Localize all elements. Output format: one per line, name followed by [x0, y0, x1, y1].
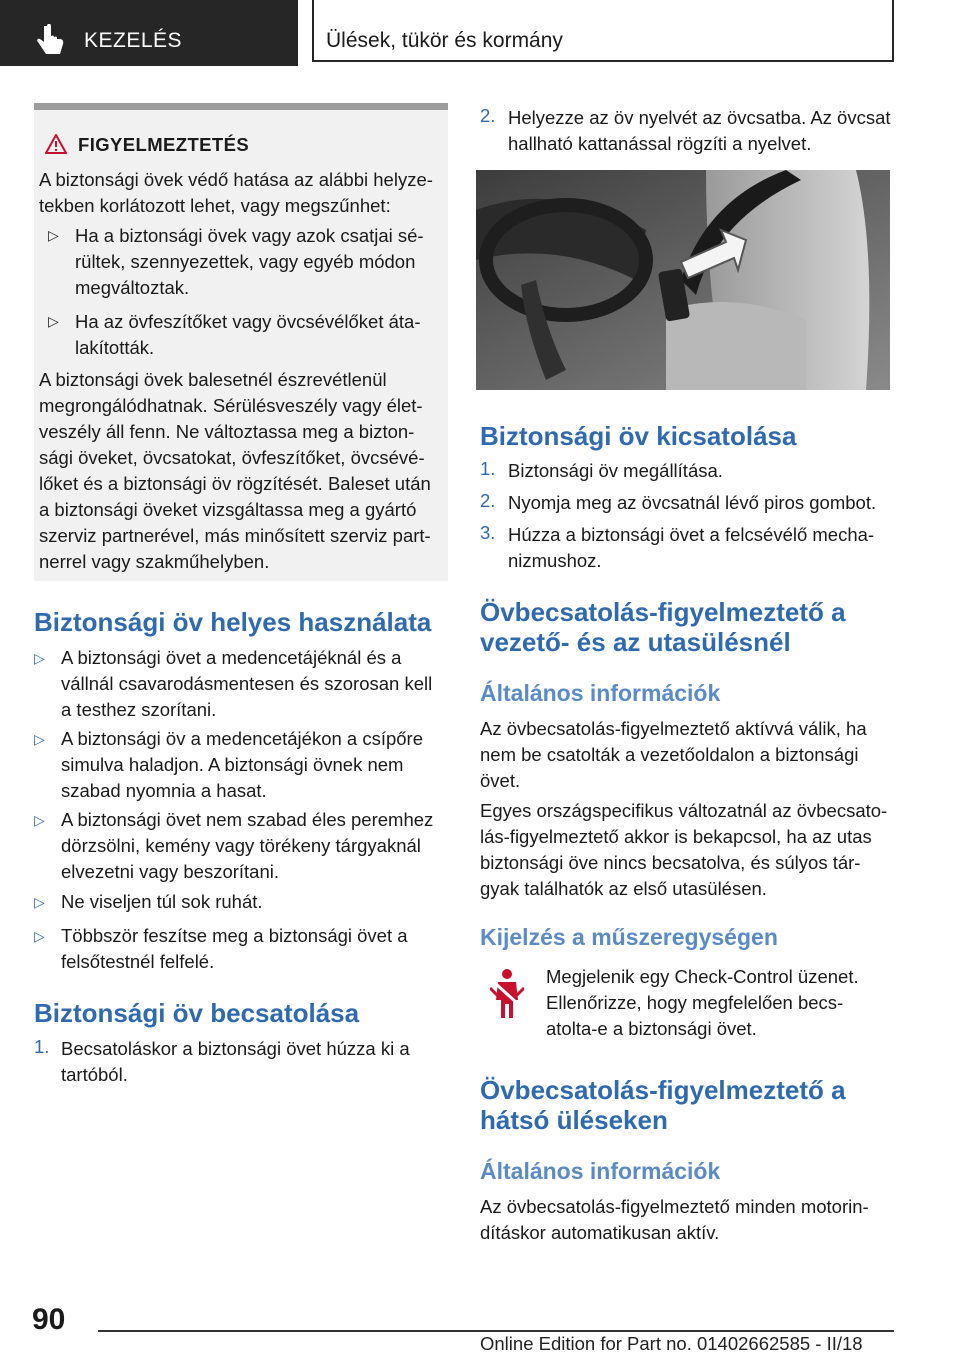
fasten-step-2-line-1: Helyezze az öv nyelvét az övcsatba. Az övcsat [508, 107, 891, 128]
unfasten-step-1: Biztonsági öv megállítása. [508, 460, 723, 481]
rear-reminder-line-1: Az övbecsatolás-figyelmeztető minden motorin- [480, 1196, 869, 1217]
usage-item-2-line-1: A biztonsági öv a medencetájékon a csípőre [61, 728, 424, 749]
front-reminder-p1-line-3: övet. [480, 770, 521, 791]
warning-outro-2: megrongálódhatnak. Sérülésveszély vagy élet- [39, 395, 423, 416]
display-line-1: Megjelenik egy Check-Control üzenet. [546, 966, 859, 987]
warning-item-1-line-1: Ha a biztonsági övek vagy azok csatjai sé- [75, 225, 424, 246]
fasten-step-1-line-1: Becsatoláskor a biztonsági övet húzza ki a [61, 1038, 410, 1059]
warning-intro-2: tekben korlátozott lehet, vagy megszűnhet: [39, 195, 391, 216]
warning-triangle-icon [45, 134, 67, 154]
usage-heading: Biztonsági öv helyes használata [34, 607, 432, 637]
triangle-bullet-icon: ▷ [48, 227, 59, 243]
fasten-heading: Biztonsági öv becsatolása [34, 998, 360, 1028]
seatbelt-buckle-photo [476, 170, 890, 390]
step-number: 1. [34, 1036, 50, 1057]
warning-outro-5: lőket és a biztonsági öv rögzítését. Baleset után [39, 473, 431, 494]
triangle-bullet-icon: ▷ [34, 731, 45, 747]
warning-item-2-line-2: lakították. [75, 337, 155, 358]
warning-outro-8: nerrel vagy szakműhelyben. [39, 551, 270, 572]
chapter-title: Ülések, tükör és kormány [326, 29, 563, 52]
warning-outro-6: a biztonsági öveket vizsgáltassa meg a gyártó [39, 499, 417, 520]
hand-pointer-icon [36, 24, 66, 58]
unfasten-step-2: Nyomja meg az övcsatnál lévő piros gombot. [508, 492, 877, 513]
unfasten-heading: Biztonsági öv kicsatolása [480, 421, 797, 451]
display-subheading: Kijelzés a műszeregységen [480, 924, 778, 950]
seatbelt-warning-icon [490, 968, 524, 1020]
warning-box [34, 103, 448, 581]
front-reminder-p2-line-2: lás-figyelmeztető akkor is bekapcsol, ha az utas [480, 826, 872, 847]
fasten-step-2-line-2: hallható kattanással rögzíti a nyelvet. [508, 133, 812, 154]
usage-item-2-line-2: simulva haladjon. A biztonsági övnek nem [61, 754, 404, 775]
front-reminder-subheading: Általános információk [480, 680, 721, 706]
page-header [0, 0, 960, 66]
triangle-bullet-icon: ▷ [34, 812, 45, 828]
step-number: 1. [480, 458, 496, 479]
unfasten-step-3-line-2: nizmushoz. [508, 550, 602, 571]
usage-item-3-line-1: A biztonsági övet nem szabad éles peremhez [61, 809, 434, 830]
usage-item-2-line-3: szabad nyomnia a hasat. [61, 780, 267, 801]
seatbelt-illustration [476, 170, 890, 390]
front-reminder-p2-line-1: Egyes országspecifikus változatnál az övbecsato- [480, 800, 888, 821]
warning-item-1-line-3: megváltoztak. [75, 277, 190, 298]
step-number: 3. [480, 522, 496, 543]
front-reminder-p1-line-1: Az övbecsatolás-figyelmeztető aktívvá válik, ha [480, 718, 867, 739]
unfasten-step-3-line-1: Húzza a biztonsági övet a felcsévélő mecha- [508, 524, 875, 545]
rear-reminder-heading-line-2: hátsó üléseken [480, 1105, 668, 1135]
warning-intro-1: A biztonsági övek védő hatása az alábbi helyze- [39, 169, 433, 190]
warning-outro-3: veszély áll fenn. Ne változtassa meg a bizton- [39, 421, 415, 442]
usage-item-3-line-2: dörzsölni, kemény vagy törékeny tárgyaknál [61, 835, 421, 856]
footer-edition: Online Edition for Part no. 01402662585 - II/18 [480, 1333, 863, 1354]
section-tab [0, 0, 298, 66]
rear-reminder-line-2: dításkor automatikusan aktív. [480, 1222, 720, 1243]
rear-reminder-heading-line-1: Övbecsatolás-figyelmeztető a [480, 1075, 846, 1105]
warning-item-2-line-1: Ha az övfeszítőket vagy övcsévélőket áta- [75, 311, 421, 332]
usage-item-1-line-1: A biztonsági övet a medencetájéknál és a [61, 647, 402, 668]
triangle-bullet-icon: ▷ [34, 650, 45, 666]
step-number: 2. [480, 105, 496, 126]
triangle-bullet-icon: ▷ [48, 313, 59, 329]
front-reminder-p2-line-4: gyak találhatók az első utasülésen. [480, 878, 767, 899]
front-reminder-p1-line-2: nem be csatolták a vezetőoldalon a biztonsági [480, 744, 859, 765]
fasten-step-1-line-2: tartóból. [61, 1064, 128, 1085]
rear-reminder-subheading: Általános információk [480, 1158, 721, 1184]
usage-item-3-line-3: elvezetni vagy beszorítani. [61, 861, 280, 882]
usage-item-4-line-1: Ne viseljen túl sok ruhát. [61, 891, 263, 912]
triangle-bullet-icon: ▷ [34, 928, 45, 944]
usage-item-5-line-1: Többször feszítse meg a biztonsági övet a [61, 925, 408, 946]
display-line-3: atolta-e a biztonsági övet. [546, 1018, 757, 1039]
warning-title: FIGYELMEZTETÉS [78, 134, 250, 155]
warning-item-1-line-2: rültek, szennyezettek, vagy egyéb módon [75, 251, 416, 272]
warning-outro-4: sági öveket, övcsatokat, övfeszítőket, övcsévé- [39, 447, 425, 468]
chapter-tab [312, 0, 894, 62]
step-number: 2. [480, 490, 496, 511]
warning-outro-1: A biztonsági övek balesetnél észrevétlenül [39, 369, 387, 390]
usage-item-1-line-3: a testhez szorítani. [61, 699, 217, 720]
page-number: 90 [32, 1303, 66, 1336]
footer-divider [98, 1330, 894, 1332]
usage-item-1-line-2: vállnál csavarodásmentesen és szorosan kell [61, 673, 433, 694]
display-line-2: Ellenőrizze, hogy megfelelően becs- [546, 992, 844, 1013]
front-reminder-heading-line-2: vezető- és az utasülésnél [480, 627, 791, 657]
front-reminder-p2-line-3: biztonsági öve nincs becsatolva, és súlyos tár- [480, 852, 861, 873]
section-label: KEZELÉS [84, 29, 183, 52]
triangle-bullet-icon: ▷ [34, 894, 45, 910]
warning-outro-7: szerviz partnerével, más minősített szerviz part- [39, 525, 431, 546]
usage-item-5-line-2: felsőtestnél felfelé. [61, 951, 215, 972]
front-reminder-heading-line-1: Övbecsatolás-figyelmeztető a [480, 597, 846, 627]
